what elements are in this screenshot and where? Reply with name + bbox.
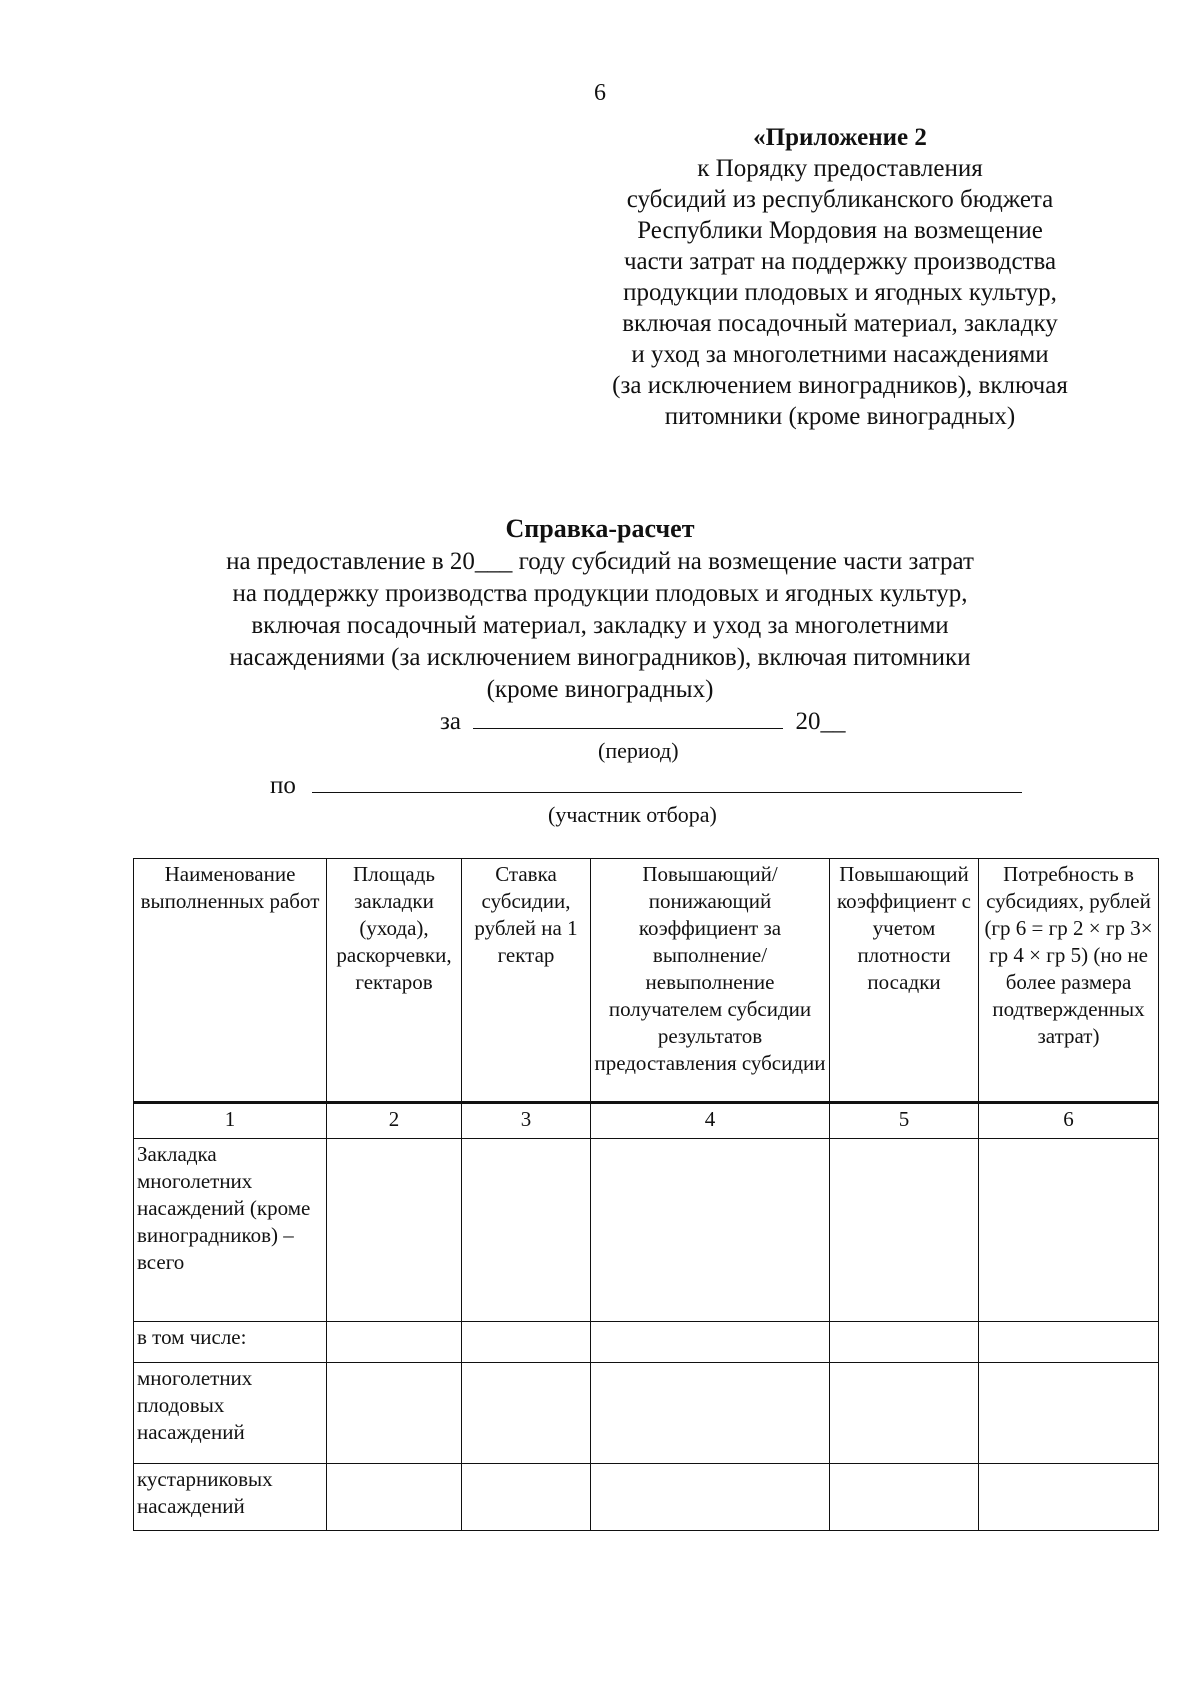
subtitle-line: на поддержку производства продукции плодовых и ягодных культур, — [232, 580, 968, 607]
table-cell[interactable] — [979, 1363, 1159, 1464]
appendix-line: и уход за многолетними насаждениями — [631, 341, 1049, 368]
subtitle-line: включая посадочный материал, закладку и уход за многолетними — [251, 612, 949, 639]
table-cell[interactable] — [979, 1464, 1159, 1531]
table-cell[interactable] — [979, 1322, 1159, 1363]
document-title: Справка-расчет — [505, 514, 695, 543]
appendix-line: субсидий из республиканского бюджета — [626, 186, 1054, 213]
column-number: 5 — [830, 1103, 979, 1139]
table-cell[interactable] — [591, 1363, 830, 1464]
table-row — [134, 1363, 1159, 1464]
participant-blank-line[interactable] — [312, 770, 1022, 793]
table-cell[interactable] — [462, 1322, 591, 1363]
page-number: 6 — [594, 80, 606, 106]
period-blank-line[interactable] — [473, 706, 783, 729]
subtitle-line: (кроме виноградных) — [486, 676, 714, 703]
table-cell[interactable] — [830, 1363, 979, 1464]
subtitle-line: насаждениями (за исключением виноградников), включая питомники — [229, 644, 971, 671]
appendix-block — [560, 122, 1120, 432]
column-header: Ставка субсидии, рублей на 1 гектар — [462, 859, 591, 1103]
appendix-title: «Приложение 2 — [753, 124, 927, 151]
table-cell[interactable] — [830, 1322, 979, 1363]
table-cell[interactable] — [591, 1139, 830, 1322]
participant-field — [270, 770, 1022, 800]
row-label: многолетних плодовых насаждений — [134, 1363, 327, 1464]
column-header: Наименование выполненных работ — [134, 859, 327, 1103]
table-row — [134, 1322, 1159, 1363]
column-number-row — [134, 1103, 1159, 1139]
document-subtitle — [180, 546, 1020, 706]
table-cell[interactable] — [830, 1139, 979, 1322]
table-cell[interactable] — [327, 1139, 462, 1322]
participant-caption: (участник отбора) — [548, 802, 717, 827]
table-cell[interactable] — [462, 1139, 591, 1322]
column-number: 6 — [979, 1103, 1159, 1139]
appendix-line: части затрат на поддержку производства — [623, 248, 1057, 275]
period-field — [440, 706, 845, 736]
table-cell[interactable] — [462, 1464, 591, 1531]
table-cell[interactable] — [327, 1363, 462, 1464]
column-header: Повышающий/ понижающий коэффициент за выполнение/ невыполнение получателем субсидии результатов предоставления субсидии — [591, 859, 830, 1103]
column-number: 3 — [462, 1103, 591, 1139]
table-cell[interactable] — [979, 1139, 1159, 1322]
appendix-line: включая посадочный материал, закладку — [622, 310, 1058, 337]
column-header: Площадь закладки (ухода), раскорчевки, гектаров — [327, 859, 462, 1103]
table-cell[interactable] — [591, 1464, 830, 1531]
column-header: Повышающий коэффициент с учетом плотности посадки — [830, 859, 979, 1103]
period-caption: (период) — [598, 738, 679, 763]
subtitle-line: на предоставление в 20___ году субсидий на возмещение части затрат — [226, 548, 974, 575]
row-label: кустарниковых насаждений — [134, 1464, 327, 1531]
appendix-line: к Порядку предоставления — [697, 155, 983, 182]
table-header-row — [134, 859, 1159, 1103]
column-number: 2 — [327, 1103, 462, 1139]
table-row — [134, 1464, 1159, 1531]
table-cell[interactable] — [462, 1363, 591, 1464]
appendix-line: продукции плодовых и ягодных культур, — [623, 279, 1057, 306]
column-header: Потребность в субсидиях, рублей (гр 6 = гр 2 × гр 3× гр 4 × гр 5) (но не более размера подтвержденных затрат) — [979, 859, 1159, 1103]
table-cell[interactable] — [327, 1464, 462, 1531]
period-suffix: 20__ — [795, 708, 846, 735]
column-number: 1 — [134, 1103, 327, 1139]
column-number: 4 — [591, 1103, 830, 1139]
table-cell[interactable] — [830, 1464, 979, 1531]
appendix-line: (за исключением виноградников), включая — [612, 372, 1068, 399]
row-label: Закладка многолетних насаждений (кроме виноградников) – всего — [134, 1139, 327, 1322]
row-label: в том числе: — [134, 1322, 327, 1363]
period-prefix: за — [440, 708, 461, 735]
table-row — [134, 1139, 1159, 1322]
table-cell[interactable] — [591, 1322, 830, 1363]
appendix-line: Республики Мордовия на возмещение — [637, 217, 1043, 244]
appendix-line: питомники (кроме виноградных) — [664, 403, 1016, 430]
table-cell[interactable] — [327, 1322, 462, 1363]
participant-prefix: по — [270, 772, 296, 799]
calculation-table — [133, 858, 1159, 1531]
